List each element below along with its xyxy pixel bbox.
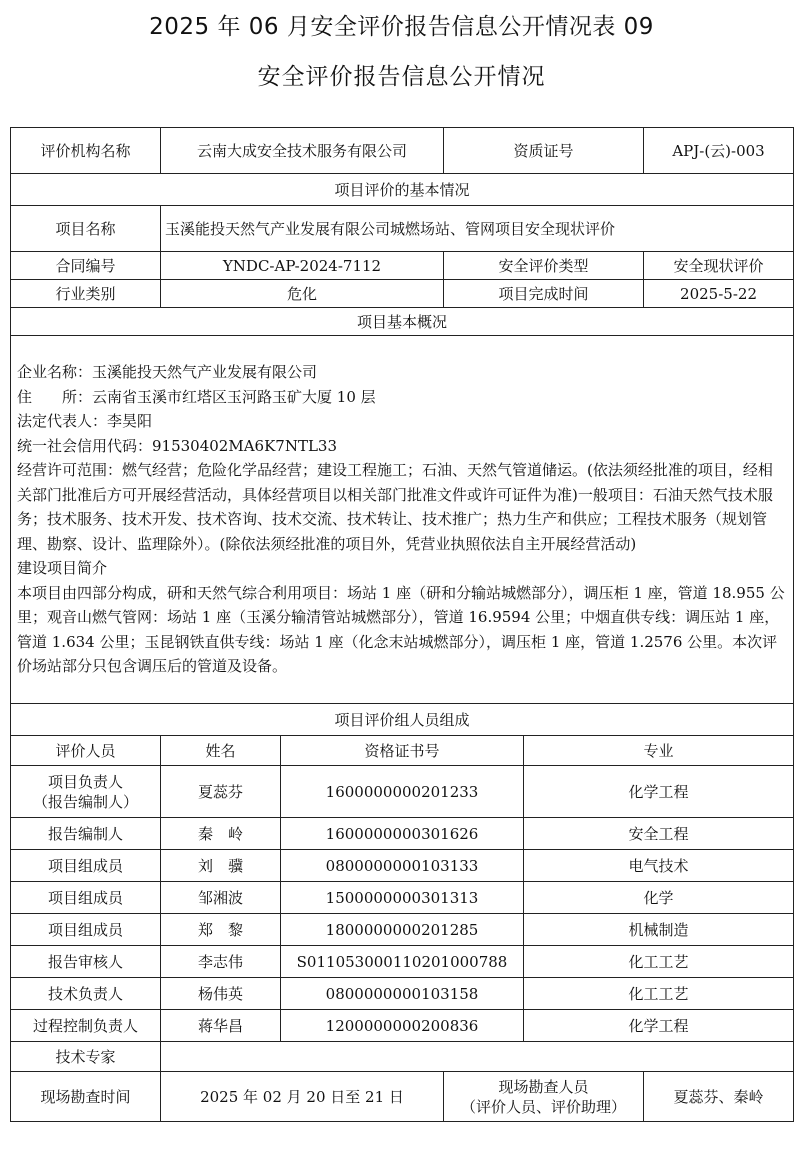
team-name: 邹湘波 — [161, 882, 281, 914]
team-role: 项目组成员 — [11, 914, 161, 946]
overview-line: 法定代表人：李昊阳 — [17, 412, 153, 431]
team-role: 报告审核人 — [11, 946, 161, 978]
survey-staff-value: 夏蕊芬、秦岭 — [644, 1072, 794, 1122]
team-header-name: 姓名 — [161, 736, 281, 766]
team-section-title: 项目评价组人员组成 — [11, 704, 794, 736]
team-name: 蒋华昌 — [161, 1010, 281, 1042]
overview-content — [11, 336, 794, 704]
team-name: 秦 岭 — [161, 818, 281, 850]
team-role: 项目组成员 — [11, 850, 161, 882]
table-row — [11, 818, 794, 850]
project-name-row — [11, 206, 794, 252]
team-cert: S011053000110201000788 — [281, 946, 524, 978]
team-name: 夏蕊芬 — [161, 766, 281, 818]
team-name: 郑 黎 — [161, 914, 281, 946]
team-name: 李志伟 — [161, 946, 281, 978]
team-header-major: 专业 — [524, 736, 794, 766]
team-cert: 1500000000301313 — [281, 882, 524, 914]
team-major: 化学 — [524, 882, 794, 914]
team-header-row — [11, 736, 794, 766]
team-cert: 1800000000201285 — [281, 914, 524, 946]
team-cert: 1600000000301626 — [281, 818, 524, 850]
table-row — [11, 882, 794, 914]
org-row — [11, 128, 794, 174]
team-major: 化学工程 — [524, 1010, 794, 1042]
team-header-role: 评价人员 — [11, 736, 161, 766]
overview-line: 住 所：云南省玉溪市红塔区玉河路玉矿大厦 10 层 — [17, 387, 376, 406]
team-cert: 0800000000103158 — [281, 978, 524, 1010]
table-row — [11, 766, 794, 818]
team-major: 安全工程 — [524, 818, 794, 850]
eval-type-value: 安全现状评价 — [644, 252, 794, 280]
basic-section-title: 项目评价的基本情况 — [11, 174, 794, 206]
cert-label: 资质证号 — [444, 128, 644, 174]
team-role: 过程控制负责人 — [11, 1010, 161, 1042]
team-role: 项目负责人 （报告编制人） — [11, 766, 161, 818]
survey-time-value: 2025 年 02 月 20 日至 21 日 — [161, 1072, 444, 1122]
team-major: 电气技术 — [524, 850, 794, 882]
eval-type-label: 安全评价类型 — [444, 252, 644, 280]
expert-value — [161, 1042, 794, 1072]
team-name: 杨伟英 — [161, 978, 281, 1010]
org-name-label: 评价机构名称 — [11, 128, 161, 174]
table-row — [11, 978, 794, 1010]
industry-label: 行业类别 — [11, 280, 161, 308]
disclosure-table — [10, 127, 794, 1122]
project-name-value: 玉溪能投天然气产业发展有限公司城燃场站、管网项目安全现状评价 — [161, 206, 794, 252]
team-cert: 0800000000103133 — [281, 850, 524, 882]
survey-time-label: 现场勘查时间 — [11, 1072, 161, 1122]
finish-label: 项目完成时间 — [444, 280, 644, 308]
overview-line: 经营许可范围：燃气经营；危险化学品经营；建设工程施工；石油、天然气管道储运。(依法须经批准的项目，经相关部门批准后方可开展经营活动，具体经营项目以相关部门批准文件或许可证件为准)一般项目：石油天然气技术服务；技术服务、技术开发、技术咨询、技术交流、技术转让、技术推广；热力生产和供应；工程技术服务（规划管理、勘察、设计、监理除外）。(除依法须经批准的项目外，凭营业执照依法自主开展经营活动) — [17, 461, 773, 553]
org-name-value: 云南大成安全技术服务有限公司 — [161, 128, 444, 174]
team-major: 化工工艺 — [524, 978, 794, 1010]
overview-line: 统一社会信用代码：91530402MA6K7NTL33 — [17, 436, 338, 455]
team-role: 技术负责人 — [11, 978, 161, 1010]
contract-value: YNDC-AP-2024-7112 — [161, 252, 444, 280]
table-row — [11, 850, 794, 882]
team-header-cert: 资格证书号 — [281, 736, 524, 766]
team-major: 化工工艺 — [524, 946, 794, 978]
cert-value: APJ-(云)-003 — [644, 128, 794, 174]
industry-value: 危化 — [161, 280, 444, 308]
team-cert: 1200000000200836 — [281, 1010, 524, 1042]
team-major: 机械制造 — [524, 914, 794, 946]
finish-value: 2025-5-22 — [644, 280, 794, 308]
team-role: 项目组成员 — [11, 882, 161, 914]
survey-staff-label: 现场勘查人员 （评价人员、评价助理） — [444, 1072, 644, 1122]
team-role: 报告编制人 — [11, 818, 161, 850]
page-subtitle: 安全评价报告信息公开情况 — [257, 64, 546, 90]
project-name-label: 项目名称 — [11, 206, 161, 252]
contract-label: 合同编号 — [11, 252, 161, 280]
overview-section-title: 项目基本概况 — [11, 308, 794, 336]
team-name: 刘 骥 — [161, 850, 281, 882]
page-title: 2025 年 06 月安全评价报告信息公开情况表 09 — [149, 14, 654, 40]
expert-label: 技术专家 — [11, 1042, 161, 1072]
overview-line: 本项目由四部分构成，研和天然气综合利用项目：场站 1 座（研和分输站城燃部分），调压柜 1 座，管道 18.955 公里；观音山燃气管网：场站 1 座（玉溪分输清管站城燃部分），管道 16.9594 公里；中烟直供专线：调压站 1 座，管道 1.634 公里；玉昆钢铁直供专线：场站 1 座（化念末站城燃部分），调压柜 1 座，管道 1.2576 公里。本次评价场站部分只包含调压后的管道及设备。 — [17, 583, 785, 676]
team-major: 化学工程 — [524, 766, 794, 818]
overview-line: 建设项目简介 — [17, 559, 108, 578]
table-row — [11, 946, 794, 978]
team-cert: 1600000000201233 — [281, 766, 524, 818]
table-row — [11, 1010, 794, 1042]
contract-row — [11, 252, 794, 280]
industry-row — [11, 280, 794, 308]
overview-line: 企业名称：玉溪能投天然气产业发展有限公司 — [17, 363, 318, 382]
table-row — [11, 914, 794, 946]
survey-row — [11, 1072, 794, 1122]
expert-row — [11, 1042, 794, 1072]
